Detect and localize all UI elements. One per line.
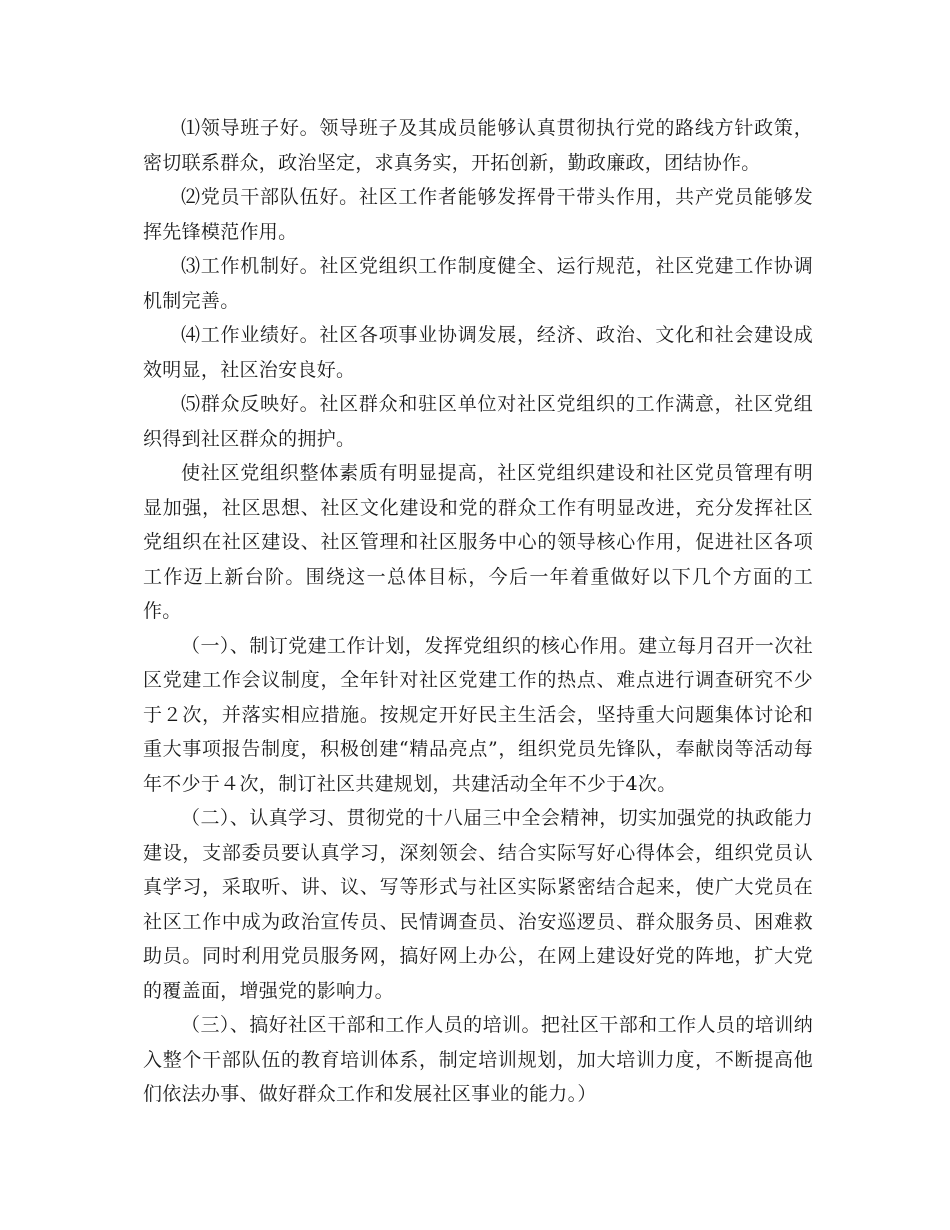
paragraph-overall-goal: 使社区党组织整体素质有明显提高，社区党组织建设和社区党员管理有明显加强，社区思想、社区文化建设和党的群众工作有明显改进，充分发挥社区党组织在社区建设、社区管理和社区服务中心的领导核心作用，促进社区各项工作迈上新台阶。围绕这一总体目标，今后一年着重做好以下几个方面的工作。	[143, 462, 813, 622]
paragraph-section-two: （二）、认真学习、贯彻党的十八届三中全会精神，切实加强党的执政能力建设，支部委员要认真学习，深刻领会、结合实际写好心得体会，组织党员认真学习，采取听、讲、议、写等形式与社区实际紧密结合起来，使广大党员在社区工作中成为政治宣传员、民情调查员、治安巡逻员、群众服务员、困难救助员。同时利用党员服务网，搞好网上办公，在网上建设好党的阵地，扩大党的覆盖面，增强党的影响力。	[143, 807, 813, 1002]
paragraph-cadre-team: ⑵党员干部队伍好。社区工作者能够发挥骨干带头作用，共产党员能够发挥先锋模范作用。	[143, 186, 813, 243]
paragraph-section-three: （三）、搞好社区干部和工作人员的培训。把社区干部和工作人员的培训纳入整个干部队伍的教育培训体系，制定培训规划，加大培训力度，不断提高他们依法办事、做好群众工作和发展社区事业的能力。）	[143, 1014, 813, 1105]
paragraph-public-response: ⑸群众反映好。社区群众和驻区单位对社区党组织的工作满意，社区党组织得到社区群众的拥护。	[143, 393, 813, 450]
paragraph-work-mechanism: ⑶工作机制好。社区党组织工作制度健全、运行规范，社区党建工作协调机制完善。	[143, 255, 813, 312]
paragraph-section-one: （一）、制订党建工作计划，发挥党组织的核心作用。建立每月召开一次社区党建工作会议制度，全年针对社区党建工作的热点、难点进行调查研究不少于２次，并落实相应措施。按规定开好民主生活会，坚持重大问题集体讨论和重大事项报告制度，积极创建“精品亮点”，组织党员先锋队，奉献岗等活动每年不少于４次，制订社区共建规划，共建活动全年不少于4次。	[143, 634, 813, 795]
paragraph-leadership: ⑴领导班子好。领导班子及其成员能够认真贯彻执行党的路线方针政策，密切联系群众，政治坚定，求真务实，开拓创新，勤政廉政，团结协作。	[143, 117, 813, 174]
paragraph-performance: ⑷工作业绩好。社区各项事业协调发展，经济、政治、文化和社会建设成效明显，社区治安良好。	[143, 324, 813, 381]
document-body	[143, 111, 813, 1112]
